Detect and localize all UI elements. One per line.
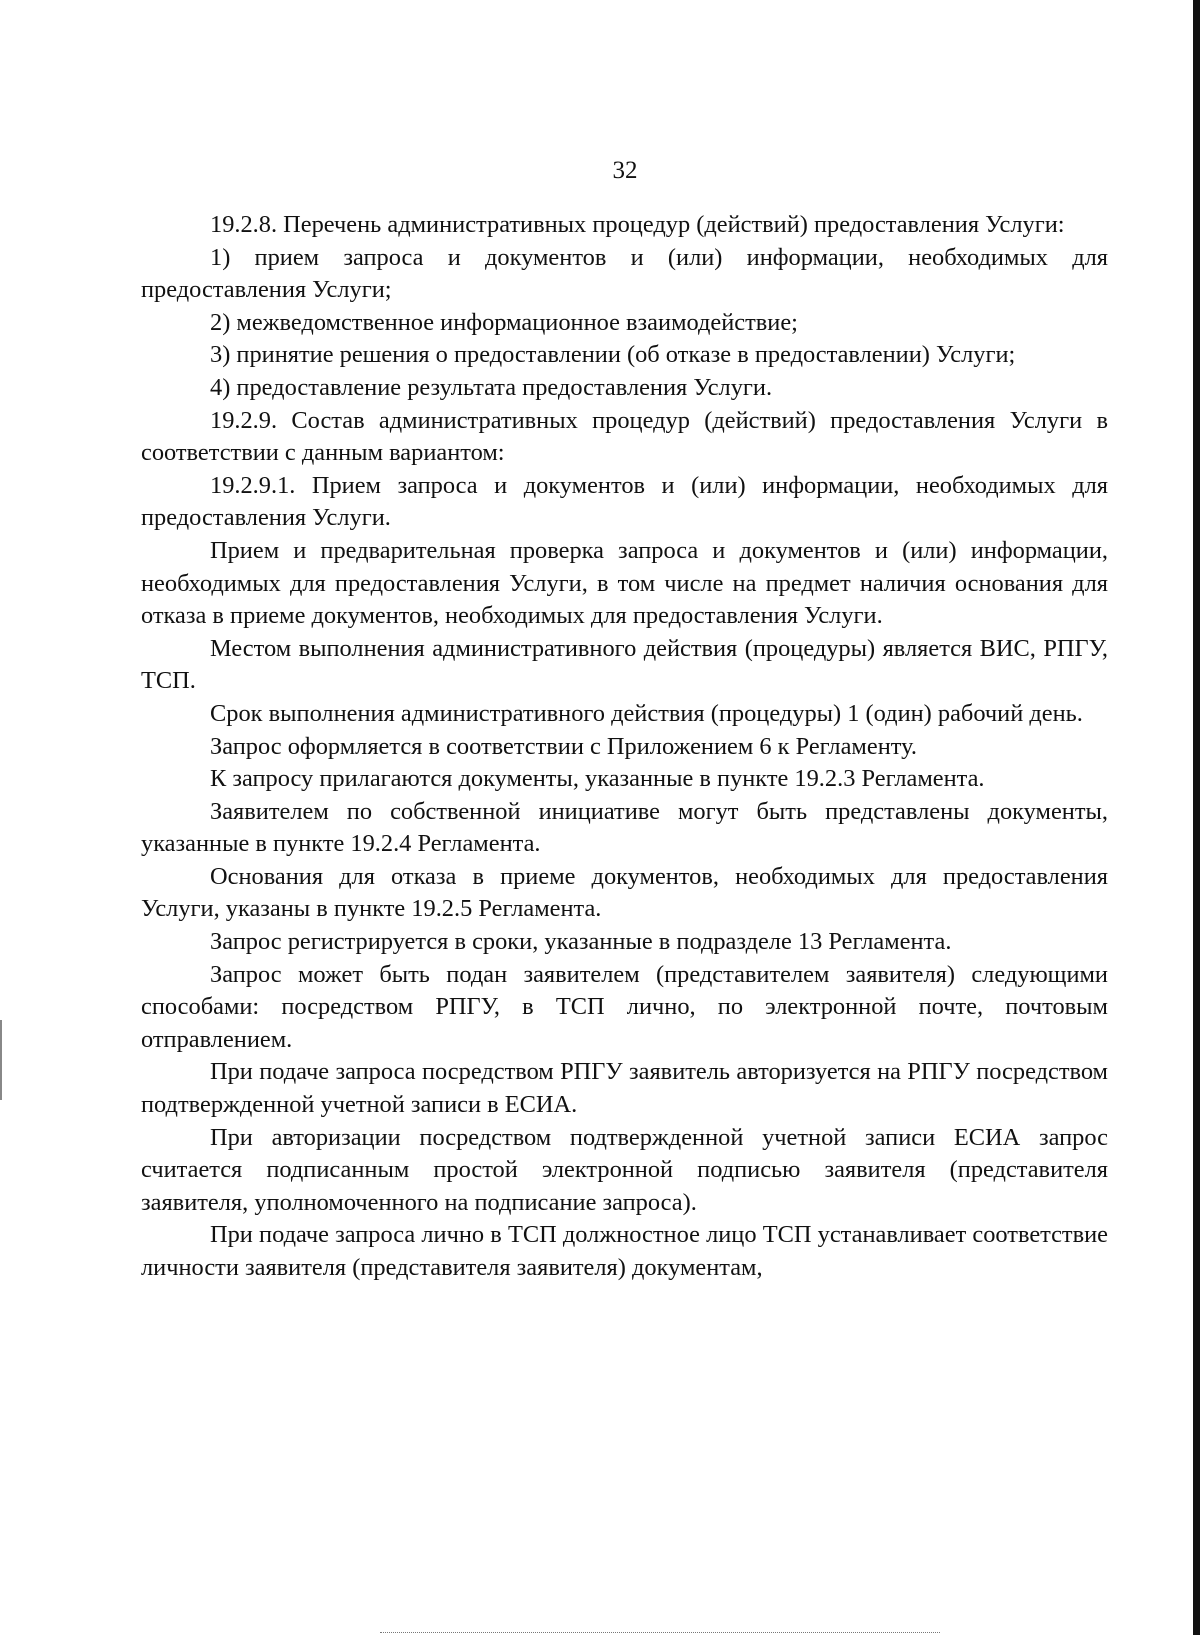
- paragraph: 1) прием запроса и документов и (или) информации, необходимых для предоставления Услуги;: [141, 243, 1108, 304]
- paragraph: Основания для отказа в приеме документов, необходимых для предоставления Услуги, указаны в пункте 19.2.5 Регламента.: [141, 862, 1108, 923]
- paragraph: При подаче запроса посредством РПГУ заявитель авторизуется на РПГУ посредством подтвержденной учетной записи в ЕСИА.: [141, 1058, 1108, 1119]
- paragraph: 19.2.9.1. Прием запроса и документов и (или) информации, необходимых для предоставления Услуги.: [141, 471, 1108, 532]
- paragraph: Запрос оформляется в соответствии с Приложением 6 к Регламенту.: [210, 732, 917, 760]
- paragraph: 2) межведомственное информационное взаимодействие;: [210, 308, 798, 336]
- paragraph: 3) принятие решения о предоставлении (об отказе в предоставлении) Услуги;: [210, 341, 1016, 369]
- paragraph: 19.2.8. Перечень административных процедур (действий) предоставления Услуги:: [210, 211, 1065, 238]
- paragraph: Прием и предварительная проверка запроса и документов и (или) информации, необходимых для предоставления Услуги, в том числе на предмет наличия основания для отказа в приеме документов, необходимых для предоставления Услуги.: [141, 536, 1108, 630]
- paragraph: Запрос регистрируется в сроки, указанные в подразделе 13 Регламента.: [210, 928, 952, 956]
- paragraph: При подаче запроса лично в ТСП должностное лицо ТСП устанавливает соответствие личности заявителя (представителя заявителя) документам,: [141, 1221, 1108, 1281]
- scan-edge-right: [1193, 0, 1200, 1635]
- document-body: [141, 209, 1108, 1285]
- scan-edge-left-mark: [0, 1020, 2, 1100]
- paragraph: При авторизации посредством подтвержденной учетной записи ЕСИА запрос считается подписанным простой электронной подписью заявителя (представителя заявителя, уполномоченного на подписание запроса).: [141, 1123, 1108, 1216]
- page-number: 32: [612, 157, 638, 184]
- paragraph: Срок выполнения административного действия (процедуры) 1 (один) рабочий день.: [210, 699, 1083, 727]
- paragraph: Заявителем по собственной инициативе могут быть представлены документы, указанные в пункте 19.2.4 Регламента.: [141, 797, 1108, 858]
- paragraph: Местом выполнения административного действия (процедуры) является ВИС, РПГУ, ТСП.: [141, 634, 1108, 695]
- paragraph: 4) предоставление результата предоставления Услуги.: [210, 373, 773, 401]
- paragraph: 19.2.9. Состав административных процедур (действий) предоставления Услуги в соответствии с данным вариантом:: [141, 406, 1108, 467]
- paragraph: Запрос может быть подан заявителем (представителем заявителя) следующими способами: посредством РПГУ, в ТСП лично, по электронной почте, почтовым отправлением.: [141, 960, 1108, 1053]
- paragraph: К запросу прилагаются документы, указанные в пункте 19.2.3 Регламента.: [210, 765, 985, 793]
